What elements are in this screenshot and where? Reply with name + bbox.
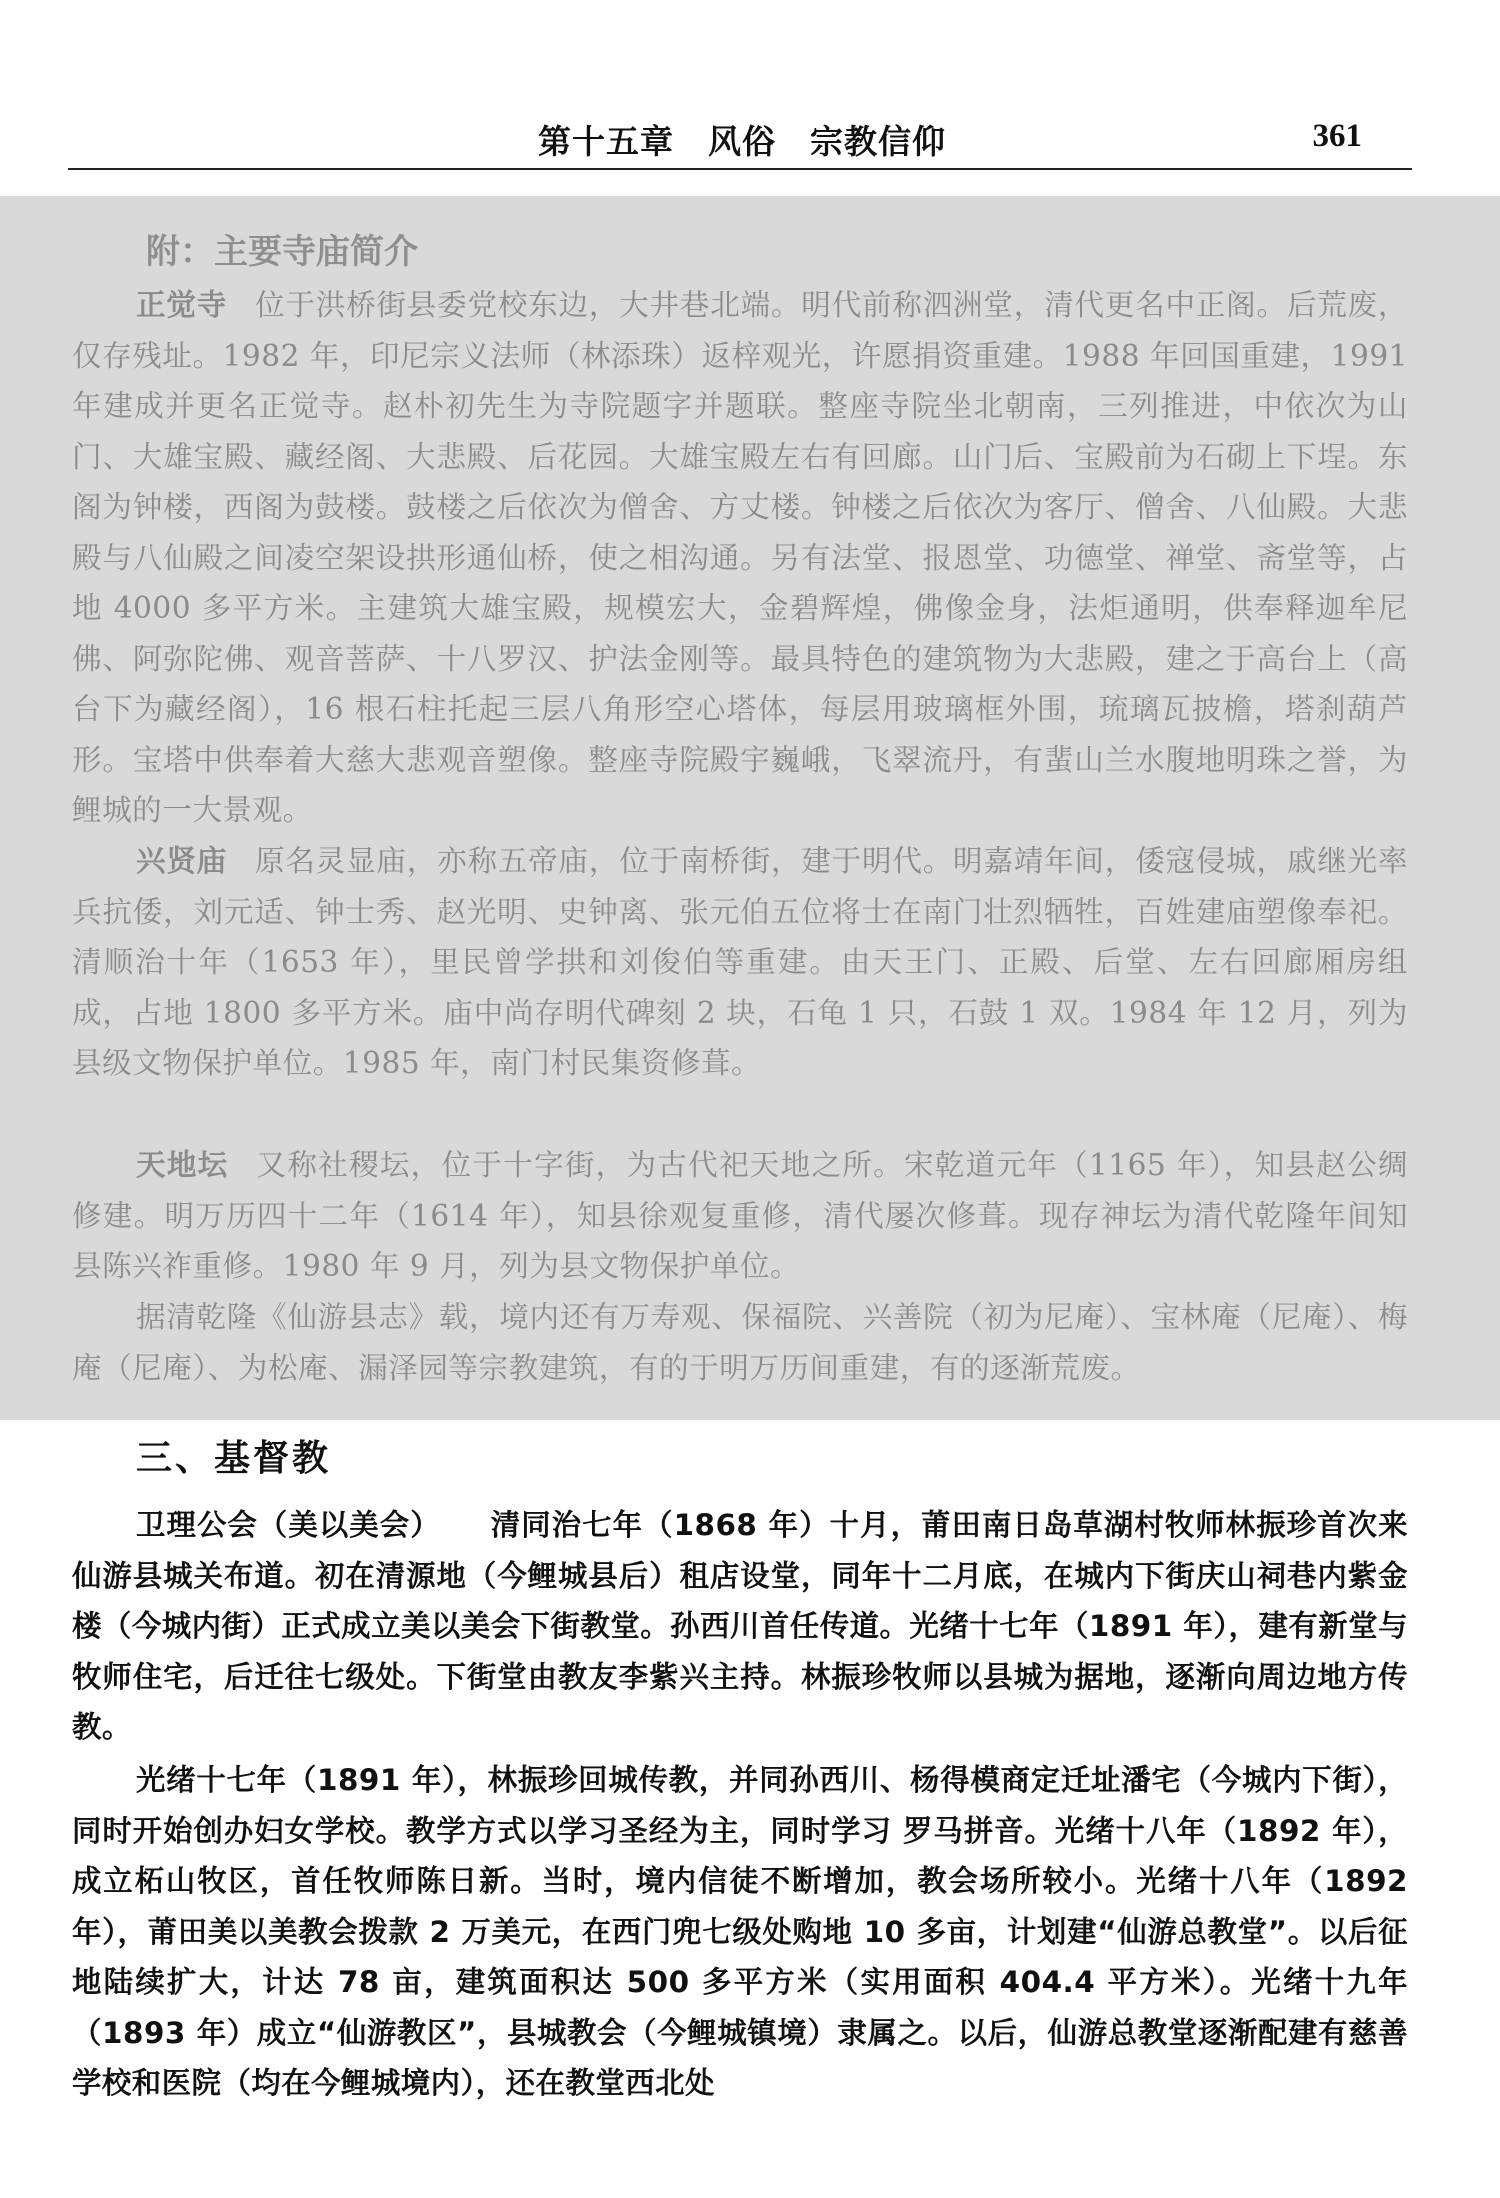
entry-text: 原名灵显庙，亦称五帝庙，位于南桥街，建于明代。明嘉靖年间，倭寇侵城，戚继光率兵抗倭，刘元适、钟士秀、赵光明、史钟离、张元伯五位将士在南门壮烈牺牲，百姓建庙塑像奉祀。清顺治十年（1653 年），里民曾学拱和刘俊伯等重建。由天王门、正殿、后堂、左右回廊厢房组成，占地 1800 多平方米。庙中尚存明代碑刻 2 块，石龟 1 只，石鼓 1 双。1984 年 12 月，列为县级文物保护单位。1985 年，南门村民集资修葺。 [72,844,1409,1080]
running-header [68,112,1412,170]
temple-entry-zhengjue [72,280,1408,836]
temple-entry-other [72,1292,1408,1393]
entry-text: 位于洪桥街县委党校东边，大井巷北端。明代前称泗洲堂，清代更名中正阁。后荒废，仅存残址。1982 年，印尼宗义法师（林添珠）返梓观光，许愿捐资重建。1988 年回国重建，1991 年建成并更名正觉寺。赵朴初先生为寺院题字并题联。整座寺院坐北朝南，三列推进，中依次为山门、大雄宝殿、藏经阁、大悲殿、后花园。大雄宝殿左右有回廊。山门后、宝殿前为石砌上下埕。东阁为钟楼，西阁为鼓楼。鼓楼之后依次为僧舍、方丈楼。钟楼之后依次为客厅、僧舍、八仙殿。大悲殿与八仙殿之间凌空架设拱形通仙桥，使之相沟通。另有法堂、报恩堂、功德堂、禅堂、斋堂等，占地 4000 多平方米。主建筑大雄宝殿，规模宏大，金碧辉煌，佛像金身，法炬通明，供奉释迦牟尼佛、阿弥陀佛、观音菩萨、十八罗汉、护法金刚等。最具特色的建筑物为大悲殿，建之于高台上（高台下为藏经阁），16 根石柱托起三层八角形空心塔体，每层用玻璃框外围，琉璃瓦披檐，塔刹葫芦形。宝塔中供奉着大慈大悲观音塑像。整座寺院殿宇巍峨，飞翠流丹，有蜚山兰水腹地明珠之誉，为鲤城的一大景观。 [72,288,1409,827]
paragraph-text: 光绪十七年（1891 年），林振珍回城传教，并同孙西川、杨得模商定迁址潘宅（今城内下街），同时开始创办妇女学校。教学方式以学习圣经为主，同时学习 罗马拼音。光绪十八年（1892 年），成立柘山牧区，首任牧师陈日新。当时，境内信徒不断增加，教会场所较小。光绪十八年（1892 年），莆田美以美教会拨款 2 万美元，在西门兜七级处购地 10 多亩，计划建“仙游总教堂”。以后征地陆续扩大，计达 78 亩，建筑面积达 500 多平方米（实用面积 404.4 平方米）。光绪十九年（1893 年）成立“仙游教区”，县城教会（今鲤城镇境）隶属之。以后，仙游总教堂逐渐配建有慈善学校和医院（均在今鲤城境内），还在教堂西北处 [72,1763,1408,2100]
entry-term: 正觉寺 [136,288,228,322]
paragraph-text: 清同治七年（1868 年）十月，莆田南日岛草湖村牧师林振珍首次来仙游县城关布道。初在清源地（今鲤城县后）租店设堂，同年十二月底，在城内下街庆山祠巷内紫金楼（今城内街）正式成立美以美会下街教堂。孙西川首任传道。光绪十七年（1891 年），建有新堂与牧师住宅，后迁往七级处。下街堂由教友李紫兴主持。林振珍牧师以县城为据地，逐渐向周边地方传教。 [72,1508,1409,1744]
entry-text: 又称社稷坛，位于十字街，为古代祀天地之所。宋乾道元年（1165 年），知县赵公绸修建。明万历四十二年（1614 年），知县徐观复重修，清代屡次修葺。现存神坛为清代乾隆年间知县陈兴祚重修。1980 年 9 月，列为县文物保护单位。 [72,1148,1409,1283]
body-paragraph-methodist [72,1500,1408,1753]
entry-term: 天地坛 [136,1148,229,1182]
temple-entry-tiandi [72,1140,1408,1292]
page-footer [0,2160,1500,2198]
appendix-heading: 附：主要寺庙简介 [146,232,418,272]
body-paragraph-history [72,1755,1408,2109]
appendix-box [0,196,1500,1420]
entry-term: 兴贤庙 [136,844,228,878]
paragraph-term: 卫理公会（美以美会） [136,1508,441,1542]
section-heading: 三、基督教 [136,1437,332,1479]
temple-entry-xingxian [72,836,1408,1089]
entry-text: 据清乾隆《仙游县志》载，境内还有万寿观、保福院、兴善院（初为尼庵）、宝林庵（尼庵）、梅庵（尼庵）、为松庵、漏泽园等宗教建筑，有的于明万历间重建，有的逐渐荒废。 [72,1300,1408,1385]
page-number: 361 [1312,118,1362,154]
chapter-title: 第十五章 风俗 宗教信仰 [538,122,946,161]
